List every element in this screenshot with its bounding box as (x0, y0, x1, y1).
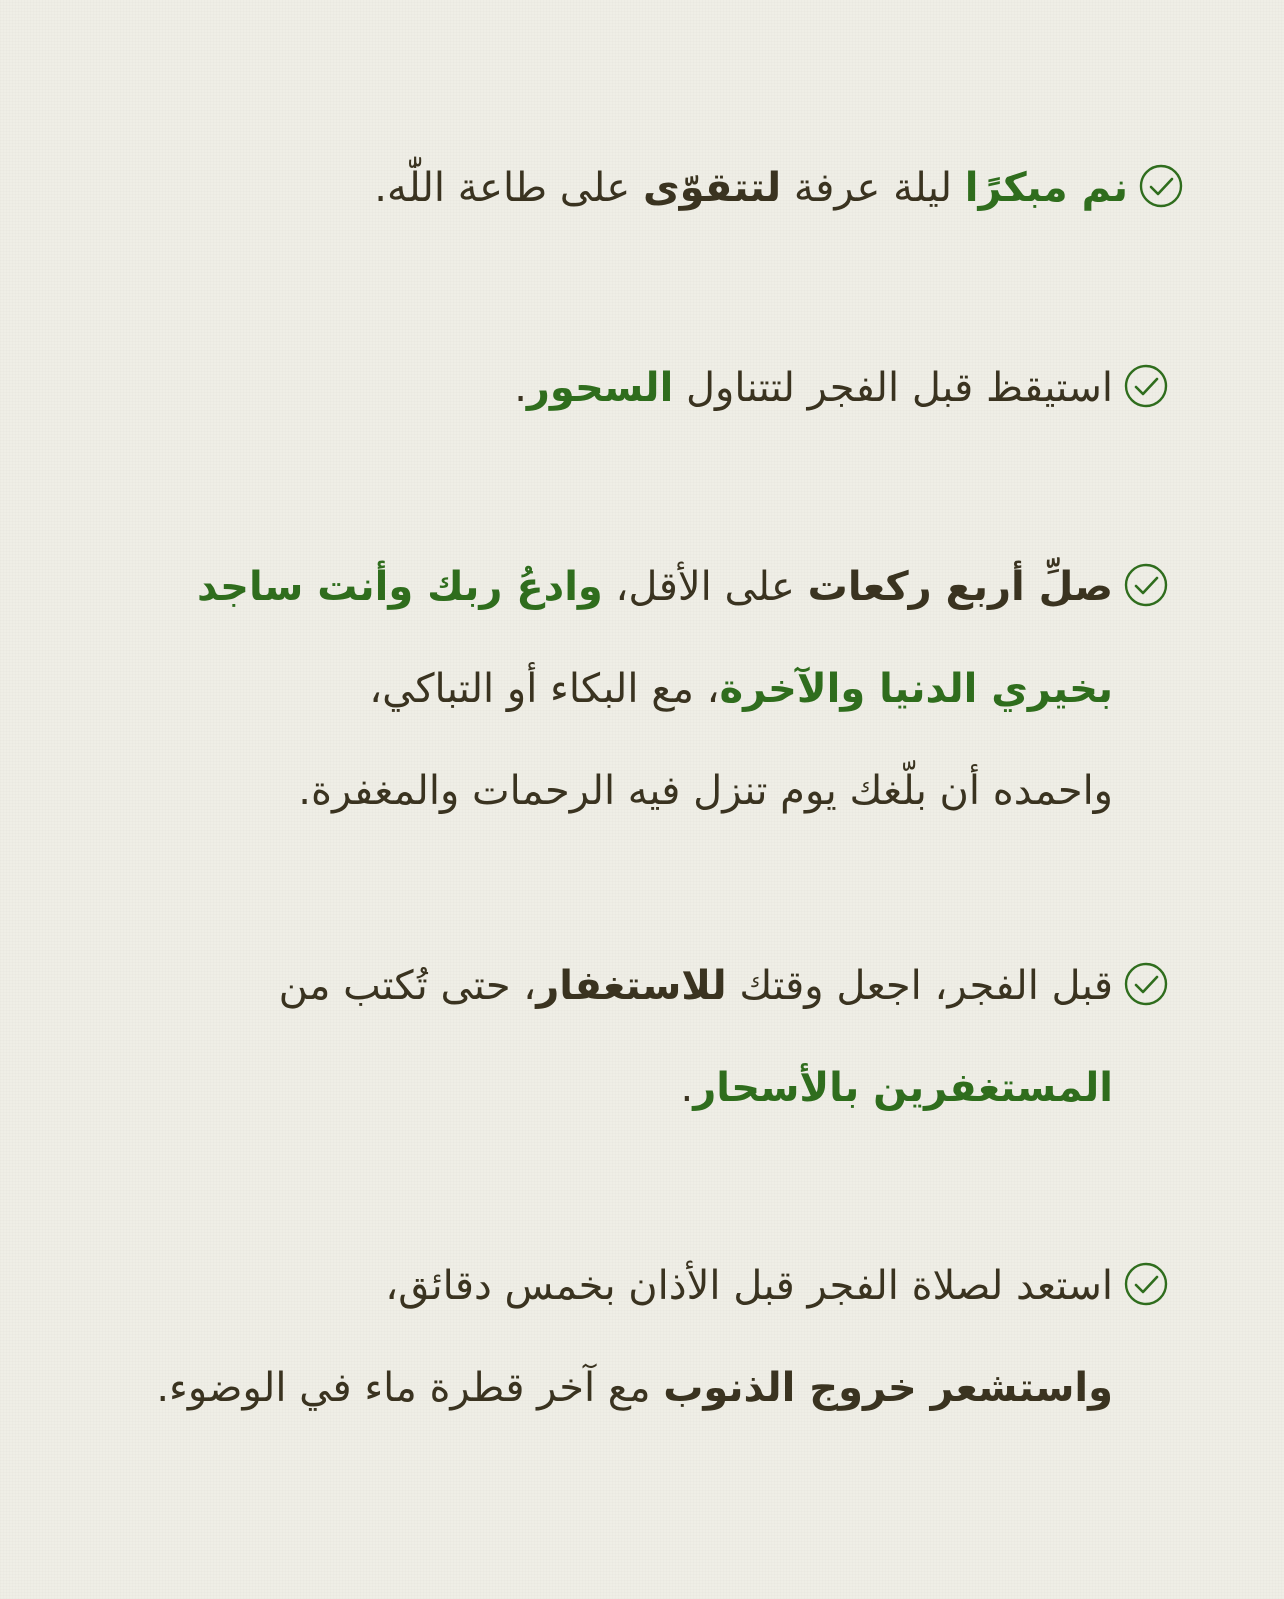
check-circle-icon (1123, 363, 1169, 409)
text-segment: قبل الفجر، اجعل وقتك (726, 963, 1113, 1009)
checklist-item-fajr-prep (156, 1235, 1169, 1439)
text-segment: على طاعة اللّٰه. (374, 165, 643, 211)
checklist-line (374, 137, 1184, 239)
text-segment: استيقظ قبل الفجر لتتناول (673, 365, 1113, 411)
emphasis-text: صلِّ أربع ركعات (807, 564, 1113, 610)
emphasis-text: المستغفرين بالأسحار (693, 1065, 1113, 1111)
checklist-item-prayer (197, 536, 1169, 842)
text-segment: . (514, 365, 527, 411)
check-circle-icon (1123, 961, 1169, 1007)
text-segment: . (680, 1065, 694, 1111)
text-segment: مع آخر قطرة ماء في الوضوء. (156, 1365, 664, 1411)
text-segment: ، مع البكاء أو التباكي، (369, 666, 720, 712)
checklist-line (156, 1337, 1169, 1439)
checklist-item-sleep-early (374, 137, 1184, 239)
checklist-line (197, 740, 1169, 842)
text-segment: ، حتى تُكتب من (278, 963, 537, 1009)
emphasis-text: بخيري الدنيا والآخرة (719, 666, 1113, 712)
checklist-line (514, 337, 1169, 439)
text-segment: استعد لصلاة الفجر قبل الأذان بخمس دقائق، (385, 1263, 1113, 1309)
checklist-item-istighfar (279, 935, 1169, 1139)
emphasis-text: وادعُ ربك وأنت ساجد (197, 564, 603, 610)
emphasis-text: لتتقوّى (642, 165, 782, 211)
checklist-item-suhoor (514, 337, 1169, 439)
checklist-line (279, 935, 1169, 1037)
emphasis-text: واستشعر خروج الذنوب (663, 1365, 1113, 1411)
emphasis-text: نم مبكرًا (964, 165, 1128, 211)
emphasis-text: للاستغفار (536, 963, 727, 1009)
check-circle-icon (1123, 562, 1169, 608)
text-segment: على الأقل، (602, 564, 808, 610)
check-circle-icon (1123, 1261, 1169, 1307)
checklist-line (197, 536, 1169, 638)
checklist-line (197, 638, 1169, 740)
text-segment: واحمده أن بلّغك يوم تنزل فيه الرحمات والمغفرة. (298, 768, 1113, 814)
checklist-line (156, 1235, 1169, 1337)
checklist-line (279, 1037, 1169, 1139)
text-segment: ليلة عرفة (781, 165, 965, 211)
check-circle-icon (1138, 163, 1184, 209)
emphasis-text: السحور (526, 365, 674, 411)
